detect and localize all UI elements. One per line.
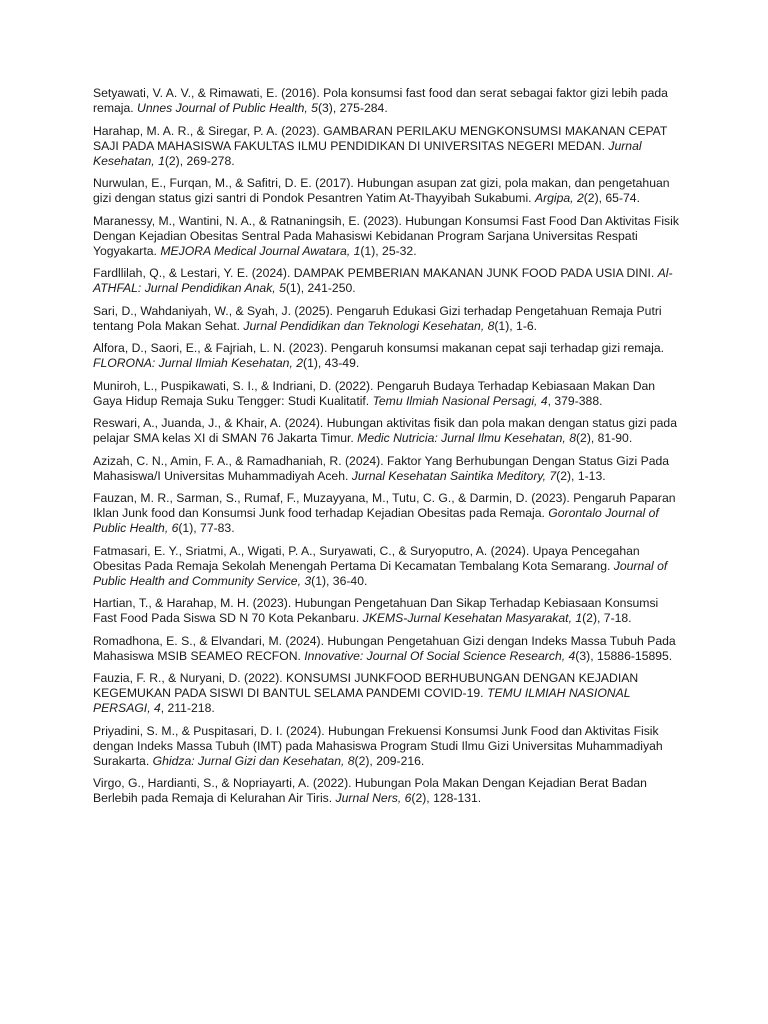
journal-separator: ,	[570, 191, 577, 205]
reference-text: Hartian, T., & Harahap, M. H. (2023). Hubungan Pengetahuan Dan Sikap Terhadap Kebiasaan Konsumsi Fast Food Pada Siswa SD N 70 Kota Pekanbaru.	[93, 596, 659, 625]
volume-number: 1	[575, 611, 583, 625]
issue-pages: (1), 77-83.	[178, 521, 235, 535]
reference-entry	[93, 214, 683, 259]
journal-separator: ,	[397, 791, 405, 805]
volume-number: 2	[576, 191, 584, 205]
volume-number: 8	[487, 318, 495, 333]
issue-pages: (1), 43-49.	[303, 356, 360, 370]
reference-text: Setyawati, V. A. V., & Rimawati, E. (2016). Pola konsumsi fast food dan serat sebagai faktor gizi lebih pada remaja.	[93, 86, 668, 115]
journal-separator: ,	[480, 318, 488, 333]
reference-entry	[93, 266, 683, 296]
journal-name: Jurnal Pendidikan dan Teknologi Kesehatan	[243, 318, 481, 333]
issue-pages: (3), 275-284.	[317, 101, 388, 115]
reference-text: Fatmasari, E. Y., Sriatmi, A., Wigati, P. A., Suryawati, C., & Suryoputro, A. (2024). Upaya Pencegahan Obesitas Pada Remaja Sekolah Menengah Pertama Di Kecamatan Tembalang Kota Semarang.	[93, 543, 640, 573]
journal-name: JKEMS-Jurnal Kesehatan Masyarakat	[362, 611, 569, 625]
issue-pages: , 379-388.	[547, 393, 603, 408]
volume-number: 4	[153, 701, 161, 715]
journal-separator: ,	[542, 468, 550, 483]
volume-number: 6	[404, 791, 412, 805]
reference-entry	[93, 724, 683, 769]
volume-number: 8	[569, 431, 576, 445]
reference-entry	[93, 634, 683, 664]
issue-pages: (1), 1-6.	[494, 318, 538, 333]
reference-entry	[93, 596, 683, 626]
reference-entry	[93, 304, 683, 334]
volume-number: 1	[353, 243, 361, 258]
journal-separator: ,	[304, 101, 312, 115]
journal-separator: ,	[561, 648, 569, 663]
journal-separator: ,	[289, 356, 297, 370]
journal-separator: ,	[346, 243, 354, 258]
journal-name: FLORONA: Jurnal Ilmiah Kesehatan	[93, 356, 290, 370]
volume-number: 5	[311, 101, 318, 115]
volume-number: 6	[171, 521, 179, 535]
reference-text: Reswari, A., Juanda, J., & Khair, A. (2024). Hubungan aktivitas fisik dan pola makan dengan status gizi pada pelajar SMA kelas XI di SMAN 76 Jakarta Timur.	[93, 416, 677, 445]
issue-pages: (2), 81-90.	[575, 431, 633, 445]
journal-name: Argipa	[534, 191, 571, 205]
reference-text: Sari, D., Wahdaniyah, W., & Syah, J. (2025). Pengaruh Edukasi Gizi terhadap Pengetahuan Remaja Putri tentang Pola Makan Sehat.	[93, 303, 662, 333]
issue-pages: (1), 25-32.	[360, 243, 417, 258]
issue-pages: (2), 65-74.	[583, 191, 640, 205]
issue-pages: , 211-218.	[160, 701, 215, 715]
issue-pages: (2), 269-278.	[164, 153, 235, 168]
reference-text: Nurwulan, E., Furqan, M., & Safitri, D. E. (2017). Hubungan asupan zat gizi, pola makan, dan pengetahuan gizi dengan status gizi santri di Pondok Pesantren Yatim At-Thayyibah Sukabumi.	[93, 176, 670, 205]
journal-name: Medic Nutricia: Jurnal Ilmu Kesehatan	[357, 431, 563, 445]
journal-name: Unnes Journal of Public Health	[137, 101, 305, 115]
reference-text: Fardllilah, Q., & Lestari, Y. E. (2024). DAMPAK PEMBERIAN MAKANAN JUNK FOOD PADA USIA DINI.	[93, 266, 658, 280]
reference-entry	[93, 491, 683, 536]
issue-pages: (1), 36-40.	[311, 573, 368, 588]
reference-text: Harahap, M. A. R., & Siregar, P. A. (2023). GAMBARAN PERILAKU MENGKONSUMSI MAKANAN CEPAT SAJI PADA MAHASISWA FAKULTAS ILMU PENDIDIKAN DI UNIVERSITAS NEGERI MEDAN.	[93, 123, 668, 153]
journal-separator: ,	[534, 393, 541, 408]
journal-name: Jurnal Kesehatan Saintika Meditory	[351, 468, 543, 483]
reference-entry	[93, 776, 683, 806]
reference-text: Azizah, C. N., Amin, F. A., & Ramadhaniah, R. (2024). Faktor Yang Berhubungan Dengan Status Gizi Pada Mahasiswa/I Universitas Muhammadiyah Aceh.	[93, 453, 670, 483]
reference-entry	[93, 176, 683, 206]
reference-entry	[93, 124, 683, 169]
reference-entry	[93, 379, 683, 409]
volume-number: 5	[279, 281, 286, 295]
journal-separator: ,	[147, 701, 154, 715]
reference-entry	[93, 671, 683, 716]
journal-name: Gorontalo Journal of Public Health	[93, 506, 659, 535]
journal-separator: ,	[297, 573, 305, 588]
journal-name: Jurnal Ners	[335, 791, 398, 805]
reference-text: Virgo, G., Hardianti, S., & Nopriayarti, A. (2022). Hubungan Pola Makan Dengan Kejadian Berat Badan Berlebih pada Remaja di Kelurahan Air Tiris.	[93, 776, 647, 805]
journal-name: Al-ATHFAL: Jurnal Pendidikan Anak	[93, 266, 673, 295]
journal-separator: ,	[562, 431, 570, 445]
issue-pages: (2), 128-131.	[411, 791, 482, 805]
journal-name: Ghidza: Jurnal Gizi dan Kesehatan	[152, 753, 341, 768]
journal-separator: ,	[272, 281, 280, 295]
journal-name: TEMU ILMIAH NASIONAL PERSAGI	[93, 686, 631, 715]
reference-text: Priyadini, S. M., & Puspitasari, D. I. (2024). Hubungan Frekuensi Konsumsi Junk Food dan Aktivitas Fisik dengan Indeks Massa Tubuh (IMT) pada Mahasiswa Program Studi Ilmu Gizi Universitas Muhammadiyah Surakarta.	[93, 723, 663, 768]
reference-text: Fauzia, F. R., & Nuryani, D. (2022). KONSUMSI JUNKFOOD BERHUBUNGAN DENGAN KEJADIAN KEGEMUKAN PADA SISWI DI BANTUL SELAMA PANDEMI COVID-19.	[93, 671, 639, 700]
reference-entry	[93, 341, 683, 371]
journal-name: Temu Ilmiah Nasional Persagi	[372, 393, 535, 408]
journal-separator: ,	[164, 521, 172, 535]
reference-entry	[93, 416, 683, 446]
reference-entry	[93, 454, 683, 484]
volume-number: 8	[347, 753, 355, 768]
issue-pages: (3), 15886-15895.	[575, 648, 673, 663]
volume-number: 3	[304, 573, 312, 588]
journal-name: Journal of Public Health and Community Service	[93, 558, 668, 588]
reference-entry	[93, 544, 683, 589]
volume-number: 4	[540, 393, 548, 408]
issue-pages: (2), 7-18.	[582, 611, 632, 625]
journal-separator: ,	[151, 153, 159, 168]
issue-pages: (1), 241-250.	[285, 281, 356, 295]
reference-text: Romadhona, E. S., & Elvandari, M. (2024). Hubungan Pengetahuan Gizi dengan Indeks Massa Tubuh Pada Mahasiswa MSIB SEAMEO RECFON.	[93, 633, 676, 663]
journal-separator: ,	[568, 611, 576, 625]
volume-number: 1	[158, 153, 165, 168]
reference-text: Maranessy, M., Wantini, N. A., & Ratnaningsih, E. (2023). Hubungan Konsumsi Fast Food Dan Aktivitas Fisik Dengan Kejadian Obesitas Sentral Pada Mahasiswi Kebidanan Program Sarjana Universitas Respati Yogyakarta.	[93, 213, 679, 258]
volume-number: 7	[549, 468, 557, 483]
issue-pages: (2), 209-216.	[354, 753, 425, 768]
journal-separator: ,	[340, 753, 348, 768]
journal-name: Innovative: Journal Of Social Science Research	[304, 648, 562, 663]
reference-text: Muniroh, L., Puspikawati, S. I., & Indriani, D. (2022). Pengaruh Budaya Terhadap Kebiasaan Makan Dan Gaya Hidup Remaja Suku Tengger: Studi Kualitatif.	[93, 378, 656, 408]
journal-name: MEJORA Medical Journal Awatara	[160, 243, 347, 258]
reference-entry	[93, 86, 683, 116]
reference-text: Alfora, D., Saori, E., & Fajriah, L. N. (2023). Pengaruh konsumsi makanan cepat saji terhadap gizi remaja.	[93, 341, 665, 355]
reference-text: Fauzan, M. R., Sarman, S., Rumaf, F., Muzayyana, M., Tutu, C. G., & Darmin, D. (2023). Pengaruh Paparan Iklan Junk food dan Konsumsi Junk food terhadap Kejadian Obesitas pada Remaja.	[93, 491, 676, 520]
reference-list	[93, 86, 683, 814]
issue-pages: (2), 1-13.	[556, 468, 606, 483]
journal-name: Jurnal Kesehatan	[93, 138, 642, 168]
volume-number: 2	[296, 356, 304, 370]
volume-number: 4	[568, 648, 576, 663]
